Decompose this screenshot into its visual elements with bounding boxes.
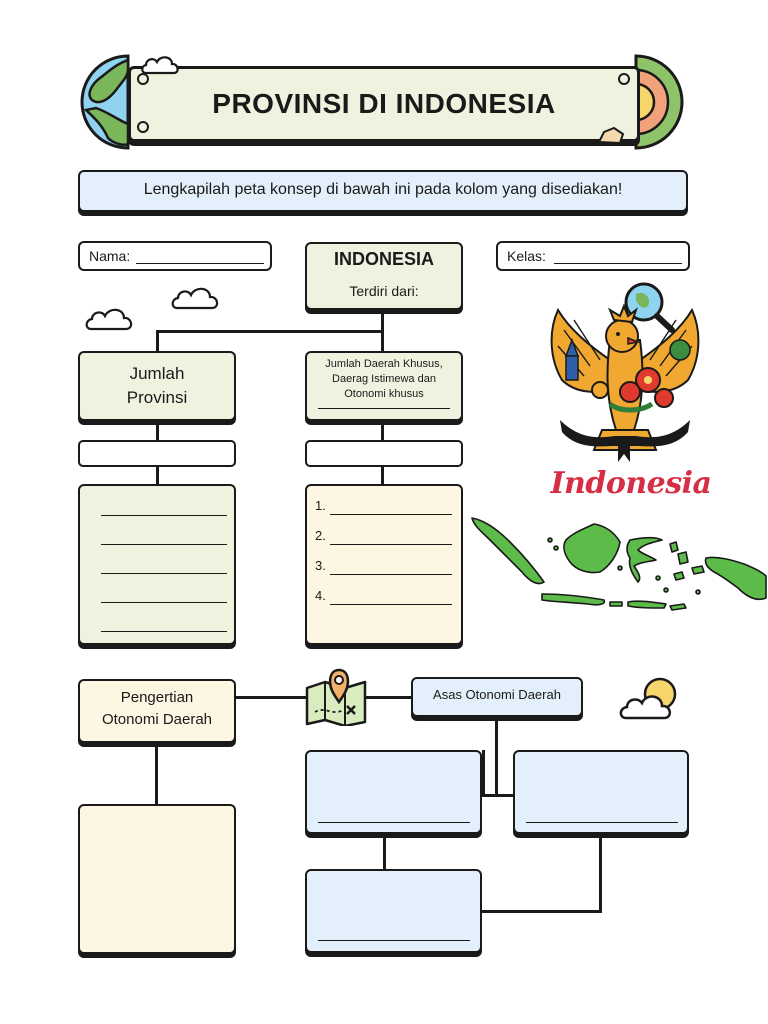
daerah-khusus-answer[interactable] xyxy=(305,440,463,467)
jumlah-provinsi-label: Jumlah Provinsi xyxy=(126,364,188,407)
treasure-map-icon xyxy=(303,666,369,726)
list-item-number: 4. xyxy=(315,588,326,603)
kelas-label: Kelas: xyxy=(507,248,546,264)
jumlah-provinsi-answer[interactable] xyxy=(78,440,236,467)
root-subtitle: Terdiri dari: xyxy=(349,283,419,299)
nama-field[interactable] xyxy=(78,241,272,271)
daerah-khusus-label: Jumlah Daerah Khusus, Daerag Istimewa dan Otonomi khusus xyxy=(325,358,443,400)
page-title: PROVINSI DI INDONESIA xyxy=(212,88,556,119)
instruction-text: Lengkapilah peta konsep di bawah ini pada kolom yang disediakan! xyxy=(143,181,623,198)
indonesia-map-icon xyxy=(470,510,768,618)
pengertian-answer-box[interactable] xyxy=(78,804,236,954)
pengertian-label: Pengertian Otonomi Daerah xyxy=(101,689,213,728)
stone-icon xyxy=(596,124,626,146)
list-item-number: 2. xyxy=(315,528,326,543)
cloud-icon xyxy=(140,54,182,76)
list-item-number: 3. xyxy=(315,558,326,573)
sun-icon xyxy=(632,54,690,150)
nama-label: Nama: xyxy=(89,248,131,264)
cloud-icon xyxy=(84,306,136,332)
garuda-emblem-icon xyxy=(540,280,710,470)
indonesia-logo-text: Indonesia xyxy=(550,466,712,501)
kelas-field[interactable] xyxy=(496,241,690,271)
root-title: INDONESIA xyxy=(333,249,434,269)
provinsi-list-box[interactable] xyxy=(78,484,236,645)
asas-label: Asas Otonomi Daerah xyxy=(433,686,561,702)
daerah-khusus-list-box[interactable] xyxy=(305,484,463,645)
list-item-number: 1. xyxy=(315,498,326,513)
sun-cloud-icon xyxy=(618,676,680,722)
cloud-icon xyxy=(170,285,222,311)
